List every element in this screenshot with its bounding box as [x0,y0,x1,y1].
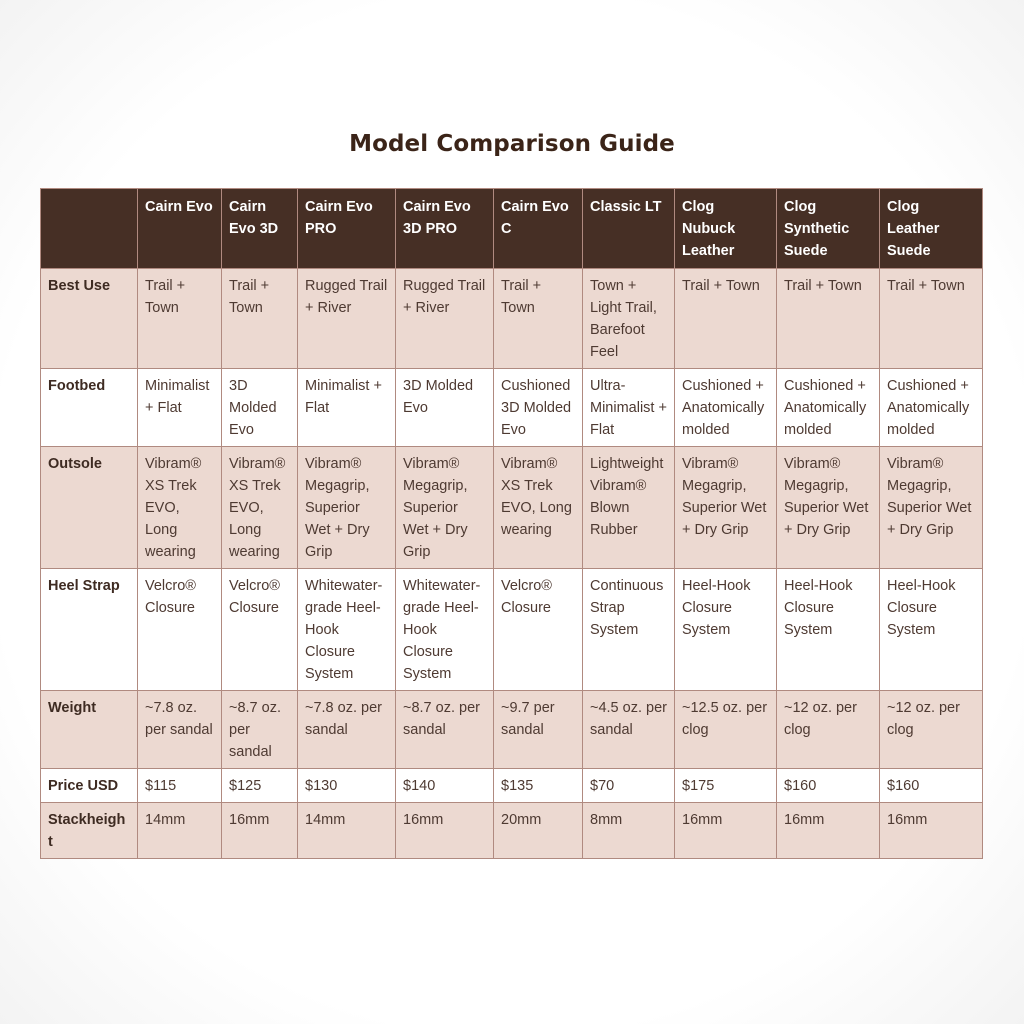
comparison-table [40,188,983,859]
column-header: Cairn Evo [138,189,222,269]
table-cell: Vibram® Megagrip, Superior Wet + Dry Grip [880,447,983,569]
table-cell: Trail + Town [675,269,777,369]
table-cell: Trail + Town [138,269,222,369]
table-cell: $175 [675,769,777,803]
table-cell: 3D Molded Evo [396,369,494,447]
table-cell: Heel-Hook Closure System [777,569,880,691]
table-cell: Ultra-Minimalist + Flat [583,369,675,447]
table-cell: Heel-Hook Closure System [880,569,983,691]
table-cell: 16mm [777,803,880,859]
column-header: Clog Leather Suede [880,189,983,269]
table-cell: Whitewater-grade Heel-Hook Closure System [298,569,396,691]
table-cell: ~12 oz. per clog [880,691,983,769]
table-cell: Velcro® Closure [138,569,222,691]
table-cell: Cushioned 3D Molded Evo [494,369,583,447]
table-cell: ~8.7 oz. per sandal [222,691,298,769]
table-cell: ~9.7 per sandal [494,691,583,769]
column-header: Cairn Evo 3D PRO [396,189,494,269]
table-cell: Vibram® Megagrip, Superior Wet + Dry Grip [396,447,494,569]
table-cell: Vibram® XS Trek EVO, Long wearing [494,447,583,569]
table-cell: $135 [494,769,583,803]
table-cell: Lightweight Vibram® Blown Rubber [583,447,675,569]
table-cell: Vibram® XS Trek EVO, Long wearing [222,447,298,569]
table-row [41,447,983,569]
row-header: Outsole [41,447,138,569]
table-cell: ~7.8 oz. per sandal [298,691,396,769]
corner-header-cell [41,189,138,269]
row-header: Heel Strap [41,569,138,691]
table-cell: ~4.5 oz. per sandal [583,691,675,769]
table-cell: Minimalist + Flat [138,369,222,447]
table-cell: ~12.5 oz. per clog [675,691,777,769]
table-cell: $140 [396,769,494,803]
table-cell: Velcro® Closure [222,569,298,691]
table-cell: Whitewater-grade Heel-Hook Closure System [396,569,494,691]
table-row [41,269,983,369]
table-row [41,569,983,691]
table-cell: 8mm [583,803,675,859]
table-row [41,803,983,859]
table-cell: 16mm [222,803,298,859]
table-cell: Trail + Town [777,269,880,369]
table-cell: 3D Molded Evo [222,369,298,447]
table-cell: Vibram® Megagrip, Superior Wet + Dry Grip [675,447,777,569]
table-cell: ~7.8 oz. per sandal [138,691,222,769]
table-cell: 16mm [396,803,494,859]
table-cell: $115 [138,769,222,803]
row-header: Weight [41,691,138,769]
table-cell: Trail + Town [880,269,983,369]
table-cell: Continuous Strap System [583,569,675,691]
table-cell: Cushioned + Anatomically molded [777,369,880,447]
table-cell: Rugged Trail + River [298,269,396,369]
table-cell: Heel-Hook Closure System [675,569,777,691]
table-cell: Cushioned + Anatomically molded [675,369,777,447]
table-cell: $70 [583,769,675,803]
row-header: Stackheight [41,803,138,859]
table-row [41,769,983,803]
page-title: Model Comparison Guide [349,131,675,157]
row-header: Price USD [41,769,138,803]
table-cell: $160 [880,769,983,803]
row-header: Footbed [41,369,138,447]
table-cell: $130 [298,769,396,803]
table-cell: 16mm [880,803,983,859]
table-cell: Vibram® XS Trek EVO, Long wearing [138,447,222,569]
table-cell: $125 [222,769,298,803]
table-row [41,691,983,769]
table-cell: Vibram® Megagrip, Superior Wet + Dry Grip [777,447,880,569]
table-cell: Rugged Trail + River [396,269,494,369]
row-header: Best Use [41,269,138,369]
table-cell: ~8.7 oz. per sandal [396,691,494,769]
table-cell: Minimalist + Flat [298,369,396,447]
table-cell: Cushioned + Anatomically molded [880,369,983,447]
column-header: Classic LT [583,189,675,269]
table-cell: Vibram® Megagrip, Superior Wet + Dry Grip [298,447,396,569]
column-header: Clog Synthetic Suede [777,189,880,269]
table-cell: 14mm [138,803,222,859]
table-cell: 20mm [494,803,583,859]
column-header: Cairn Evo PRO [298,189,396,269]
table-cell: $160 [777,769,880,803]
column-header: Cairn Evo C [494,189,583,269]
table-row [41,369,983,447]
table-cell: Trail + Town [494,269,583,369]
table-cell: ~12 oz. per clog [777,691,880,769]
table-cell: Velcro® Closure [494,569,583,691]
table-cell: 14mm [298,803,396,859]
table-cell: Trail + Town [222,269,298,369]
column-header: Cairn Evo 3D [222,189,298,269]
table-cell: Town + Light Trail, Barefoot Feel [583,269,675,369]
table-cell: 16mm [675,803,777,859]
column-header: Clog Nubuck Leather [675,189,777,269]
table-header-row [41,189,983,269]
